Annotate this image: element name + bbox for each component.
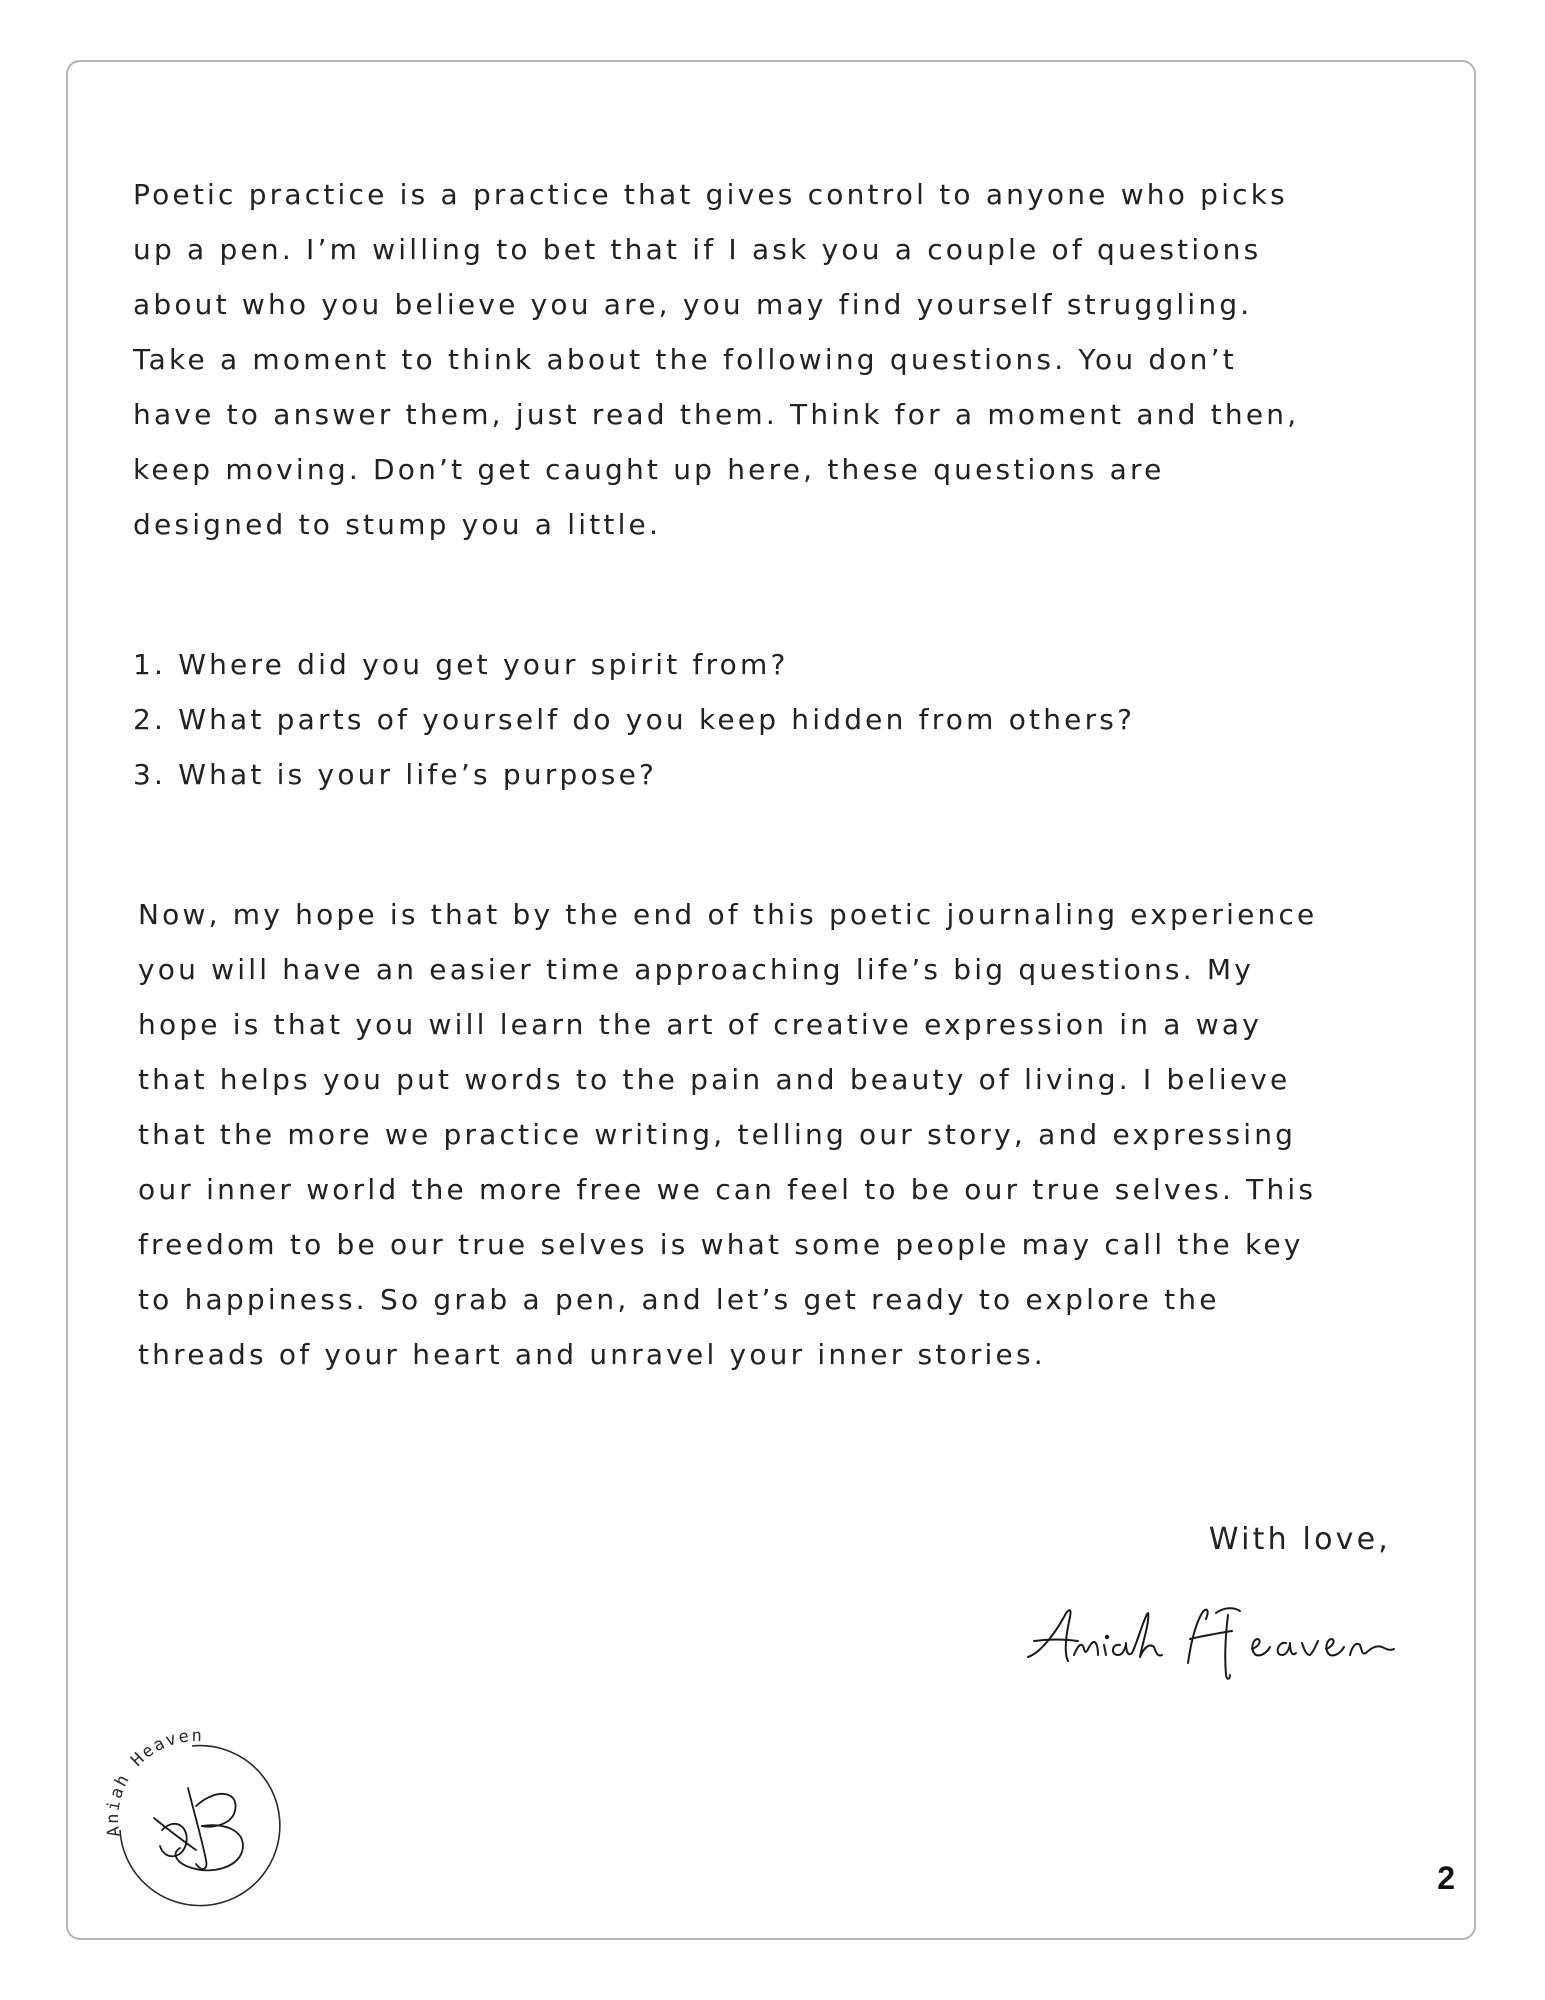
page-number: 2 — [1437, 1860, 1455, 1896]
seal-ring — [120, 1746, 280, 1906]
hope-paragraph — [138, 887, 1318, 1382]
seal-text — [103, 1726, 204, 1838]
question-list — [133, 637, 1135, 802]
hope-line: that the more we practice writing, telling our story, and expressing — [138, 1118, 1297, 1151]
hope-line: to happiness. So grab a pen, and let’s get ready to explore the — [138, 1283, 1220, 1316]
monogram-icon — [154, 1788, 243, 1870]
intro-line: Poetic practice is a practice that gives control to anyone who picks — [133, 178, 1288, 211]
question-item: 3. What is your life’s purpose? — [133, 758, 658, 791]
intro-line: Take a moment to think about the following questions. You don’t — [133, 343, 1237, 376]
hope-line: freedom to be our true selves is what some people may call the key — [138, 1228, 1304, 1261]
question-item: 2. What parts of yourself do you keep hidden from others? — [133, 703, 1136, 736]
question-item: 1. Where did you get your spirit from? — [133, 648, 789, 681]
intro-line: up a pen. I’m willing to bet that if I ask you a couple of questions — [133, 233, 1262, 266]
brand-seal — [92, 1718, 292, 1918]
closing-text: With love, — [1208, 1522, 1391, 1557]
hope-line: that helps you put words to the pain and beauty of living. I believe — [138, 1063, 1291, 1096]
seal-text-path: Aniah Heaven — [103, 1726, 205, 1839]
intro-paragraph — [133, 167, 1299, 552]
intro-line: keep moving. Don’t get caught up here, these questions are — [133, 453, 1165, 486]
hope-line: you will have an easier time approaching life’s big questions. My — [138, 953, 1255, 986]
hope-line: hope is that you will learn the art of creative expression in a way — [138, 1008, 1262, 1041]
intro-line: designed to stump you a little. — [133, 508, 662, 541]
hope-line: threads of your heart and unravel your inner stories. — [138, 1338, 1046, 1371]
hope-line: our inner world the more free we can feel to be our true selves. This — [138, 1173, 1317, 1206]
signature — [1020, 1595, 1400, 1685]
hope-line: Now, my hope is that by the end of this poetic journaling experience — [138, 898, 1318, 931]
intro-line: about who you believe you are, you may find yourself struggling. — [133, 288, 1253, 321]
intro-line: have to answer them, just read them. Think for a moment and then, — [133, 398, 1300, 431]
